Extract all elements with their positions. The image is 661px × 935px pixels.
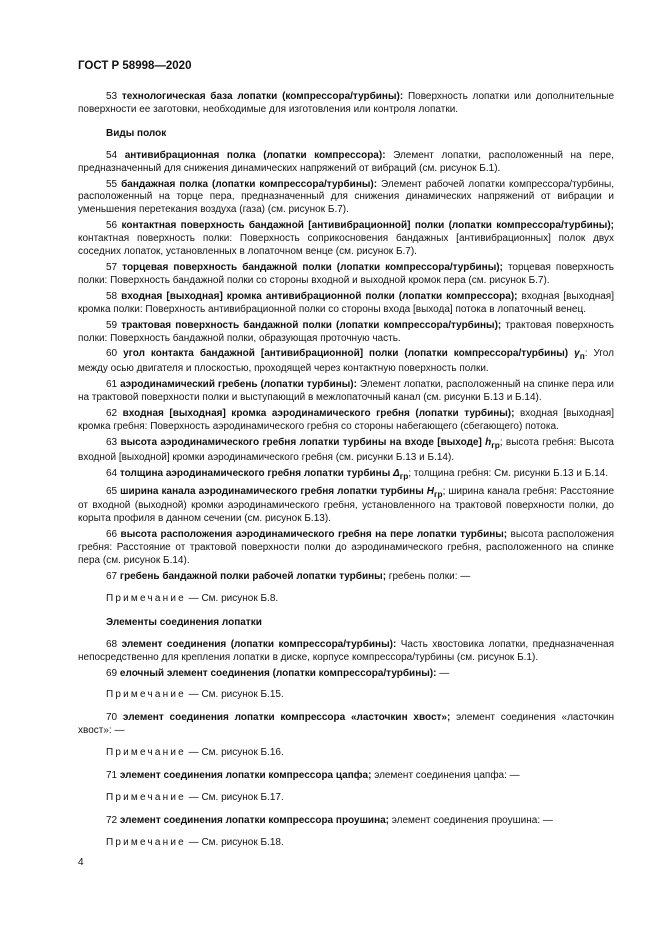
- term-entry: [78, 91, 614, 117]
- term-definition: Элемент лопатки, расположенный на пере, предназначенный для снижения динамических напряжений от вибраций (см. рисунок Б.1).: [78, 149, 615, 174]
- term-name: толщина аэродинамического гребня лопатки турбины: [119, 467, 391, 479]
- term-entry: [78, 529, 614, 568]
- term-definition: —: [436, 667, 450, 679]
- symbol-subscript: гр: [434, 488, 443, 499]
- term-definition: Элемент лопатки, расположенный на спинке пера или на трактовой поверхности полки и выступающий в межлопаточный канал (см. рисунки Б.13 и Б.14).: [78, 379, 614, 404]
- term-number: 65: [106, 485, 118, 497]
- term-number: 67: [106, 571, 118, 582]
- term-entry: [78, 291, 614, 317]
- term-definition: ; ширина канала гребня: Расстояние от входной (выходной) кромки аэродинамического гребня, установленного на трактовой поверхности полки, до корыта профиля в данном сечении (см. рисунок Б.13).: [78, 485, 615, 525]
- note-text: — См. рисунок Б.16.: [185, 747, 284, 759]
- term-definition: гребень полки: —: [386, 571, 471, 582]
- term-symbol: [427, 486, 443, 497]
- term-definition: входная [выходная] кромка гребня: Поверхность аэродинамического гребня со стороны набегающего (сбегающего) потока.: [78, 408, 614, 432]
- term-number: 62: [106, 408, 118, 420]
- term-definition: элемент соединения цапфа: —: [371, 770, 520, 782]
- term-definition: ; высота гребня: Высота входной [выходной] кромки аэродинамического гребня (см. рисунки Б.13 и Б.14).: [78, 436, 614, 463]
- term-entry: [78, 437, 614, 465]
- note-label: Примечание: [106, 836, 186, 848]
- term-number: 71: [106, 770, 118, 782]
- term-definition: ; толщина гребня: См. рисунки Б.13 и Б.14.: [408, 467, 608, 479]
- note-label: Примечание: [106, 747, 186, 759]
- term-entry: [78, 468, 614, 483]
- page-header: ГОСТ Р 58998—2020: [78, 60, 192, 72]
- term-number: 59: [106, 319, 118, 331]
- symbol-subscript: гр: [399, 470, 409, 481]
- symbol-main: Δ: [393, 467, 400, 479]
- term-definition: Часть хвостовика лопатки, предназначенная непосредственно для крепления лопатки в диске, корпусе компрессора/турбины (см. рисунок Б.1).: [78, 638, 614, 663]
- term-entry: [78, 348, 614, 376]
- page-number: 4: [78, 857, 84, 868]
- term-definition: Элемент рабочей лопатки компрессора/турбины, расположенный на торце пера, предназначенный для снижения динамических напряжений от вибрации и уменьшения перетекания воздуха (газа) (см. рисунок Б.7).: [78, 178, 615, 216]
- note-text: — См. рисунок Б.15.: [185, 689, 284, 701]
- term-number: 66: [106, 529, 118, 541]
- note-text: — См. рисунок Б.18.: [185, 836, 284, 848]
- term-name: гребень бандажной полки рабочей лопатки турбины;: [119, 571, 387, 582]
- term-number: 61: [106, 379, 118, 391]
- term-number: 68: [106, 638, 118, 650]
- term-entry: [78, 220, 614, 259]
- symbol-subscript: гр: [491, 439, 500, 450]
- term-symbol: [485, 437, 500, 448]
- term-name: елочный элемент соединения (лопатки компрессора/турбины):: [119, 667, 437, 679]
- term-name: антивибрационная полка (лопатки компрессора):: [124, 149, 386, 161]
- note-text: — См. рисунок Б.17.: [185, 791, 284, 803]
- term-number: 53: [106, 91, 118, 102]
- term-definition: элемент соединения проушина: —: [389, 814, 553, 826]
- term-entry: [78, 262, 614, 288]
- term-symbol: [574, 348, 585, 362]
- section-title: Элементы соединения лопатки: [106, 616, 262, 628]
- term-number: 56: [106, 220, 118, 232]
- term-symbol: [393, 468, 408, 479]
- note-label: Примечание: [106, 592, 186, 604]
- term-name: элемент соединения лопатки компрессора «ласточкин хвост»;: [122, 712, 451, 724]
- term-entry: [78, 571, 614, 584]
- term-number: 70: [106, 712, 118, 724]
- note-text: — См. рисунок Б.8.: [185, 592, 279, 604]
- symbol-main: h: [485, 436, 492, 448]
- term-name: элемент соединения (лопатки компрессора/турбины):: [121, 638, 397, 650]
- term-name: технологическая база лопатки (компрессора/турбины):: [121, 91, 404, 102]
- term-name: высота аэродинамического гребня лопатки турбины на входе [выходе]: [120, 436, 482, 448]
- term-number: 58: [106, 290, 118, 302]
- term-number: 69: [106, 667, 118, 679]
- term-name: входная [выходная] кромка аэродинамического гребня (лопатки турбины);: [122, 408, 515, 420]
- note-label: Примечание: [106, 791, 186, 803]
- term-entry: [78, 712, 614, 738]
- term-number: 63: [106, 436, 118, 448]
- term-entry: [78, 320, 614, 346]
- term-name: высота расположения аэродинамического гребня на пере лопатки турбины;: [120, 529, 508, 541]
- term-number: 57: [106, 261, 118, 273]
- term-definition: входная [выходная] кромка полки: Поверхность антивибрационной полки со стороны входа [выхода] потока в лопаточный венец.: [78, 290, 615, 315]
- note: [106, 593, 614, 606]
- term-name: контактная поверхность бандажной [антивибрационной] полки (лопатки компрессора/турбины);: [121, 220, 615, 232]
- term-name: бандажная полка (лопатки компрессора/турбины):: [121, 178, 378, 190]
- term-definition: высота расположения гребня: Расстояние от трактовой поверхности полки до аэродинамического гребня, расположенного на спинке пера (см. рисунок Б.14).: [78, 529, 615, 567]
- term-number: 64: [106, 467, 118, 479]
- term-definition: торцевая поверхность полки: Поверхность бандажной полки со стороны входной и выходной кромок пера (см. рисунок Б.7).: [78, 261, 614, 286]
- term-name: аэродинамический гребень (лопатки турбины):: [120, 379, 357, 391]
- term-entry: [78, 770, 614, 783]
- term-number: 54: [106, 149, 118, 161]
- term-definition: : Угол между осью двигателя и плоскостью, проходящей через контактную поверхность полки.: [78, 348, 614, 375]
- term-name: трактовая поверхность бандажной полки (лопатки компрессора/турбины);: [121, 319, 502, 331]
- term-name: угол контакта бандажной [антивибрационной] полки (лопатки компрессора/турбины): [123, 348, 569, 360]
- note: [106, 837, 614, 850]
- term-entry: [78, 486, 614, 527]
- note-label: Примечание: [106, 689, 186, 701]
- term-name: элемент соединения лопатки компрессора цапфа;: [119, 770, 372, 782]
- term-name: торцевая поверхность бандажной полки (лопатки компрессора/турбины);: [122, 261, 503, 273]
- term-name: входная [выходная] кромка антивибрационной полки (лопатки компрессора);: [121, 290, 518, 302]
- term-definition: трактовая поверхность полки: Поверхность бандажной полки, образующая проточную часть.: [78, 319, 615, 344]
- term-number: 60: [106, 348, 118, 360]
- document-body: [78, 91, 614, 860]
- term-entry: [78, 639, 614, 665]
- term-name: ширина канала аэродинамического гребня лопатки турбины: [120, 485, 424, 497]
- term-definition: Поверхность лопатки или дополнительные поверхности ее заготовки, необходимые для изготовления или контроля лопатки.: [78, 91, 615, 115]
- note: [106, 747, 614, 760]
- section-title: Виды полок: [106, 127, 167, 139]
- term-entry: [78, 379, 614, 405]
- term-number: 72: [106, 814, 118, 826]
- term-definition: контактная поверхность полки: Поверхность соприкосновения бандажных [антивибрационных] полок двух соседних лопаток, установленных в лопаточном венце (см. рисунок Б.7).: [78, 233, 614, 258]
- term-definition: элемент соединения «ласточкин хвост»: —: [78, 712, 614, 737]
- symbol-subscript: п: [579, 351, 585, 362]
- term-number: 55: [106, 178, 118, 190]
- symbol-main: γ: [574, 348, 580, 360]
- term-entry: [78, 408, 614, 434]
- term-name: элемент соединения лопатки компрессора проушина;: [119, 814, 389, 826]
- note: [106, 689, 614, 702]
- term-entry: [78, 668, 614, 681]
- term-entry: [78, 815, 614, 828]
- term-entry: [78, 150, 614, 176]
- symbol-main: H: [426, 485, 434, 497]
- note: [106, 792, 614, 805]
- term-entry: [78, 179, 614, 218]
